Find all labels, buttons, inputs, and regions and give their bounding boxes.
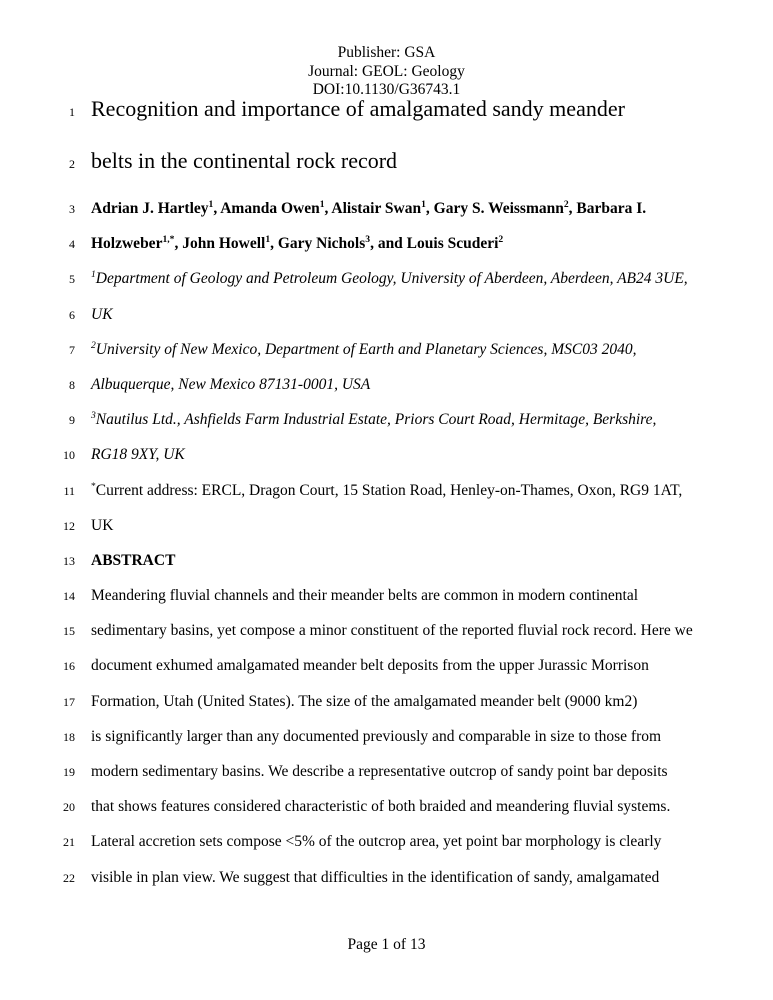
text-segment: , Barbara I.: [568, 200, 647, 217]
line-number: 17: [63, 694, 75, 709]
text-segment: Adrian J. Hartley: [91, 200, 209, 217]
text-segment: Recognition and importance of amalgamated sandy meander: [91, 96, 625, 121]
line-text: [91, 763, 668, 781]
text-segment: University of New Mexico, Department of Earth and Planetary Sciences, MSC03 2040,: [95, 340, 637, 358]
line-text: [91, 341, 636, 359]
header-journal: Journal: GEOL: Geology: [308, 62, 465, 80]
text-segment: , Gary S. Weissmann: [425, 200, 564, 217]
line-text: [91, 517, 113, 535]
manuscript-line-7: [40, 341, 740, 376]
line-text: [91, 798, 670, 816]
manuscript-line-14: [40, 587, 740, 622]
page-header: [0, 44, 773, 100]
text-segment: Albuquerque, New Mexico 87131-0001, USA: [91, 375, 371, 393]
line-text: [91, 657, 649, 675]
line-text: [91, 148, 397, 174]
line-text: [91, 200, 646, 218]
text-segment: RG18 9XY, UK: [91, 446, 185, 464]
text-segment: , John Howell: [174, 235, 266, 253]
text-segment: Department of Geology and Petroleum Geology, University of Aberdeen, Aberdeen, AB24 3UE,: [95, 270, 688, 288]
text-segment: ABSTRACT: [91, 551, 176, 569]
text-segment: Nautilus Ltd., Ashfields Farm Industrial Estate, Priors Court Road, Hermitage, Berkshire,: [95, 411, 657, 429]
line-text: [91, 270, 688, 288]
text-segment: Holzweber: [91, 235, 163, 253]
superscript: 2: [91, 339, 96, 351]
line-number: 22: [63, 870, 75, 885]
line-text: [91, 96, 625, 122]
line-text: [91, 728, 661, 746]
text-segment: , Alistair Swan: [324, 200, 422, 217]
line-number: 15: [63, 624, 75, 639]
manuscript-line-17: [40, 693, 740, 728]
text-segment: that shows features considered characteristic of both braided and meandering fluvial systems.: [91, 798, 671, 816]
line-text: [91, 482, 682, 500]
superscript: 2: [498, 234, 504, 246]
text-segment: Lateral accretion sets compose <5% of the outcrop area, yet point bar morphology is clearly: [91, 833, 662, 851]
page-footer: [0, 936, 773, 954]
line-number: 3: [69, 202, 75, 216]
text-segment: Formation, Utah (United States). The size of the amalgamated meander belt (9000 km2): [91, 692, 638, 710]
line-text: [91, 235, 503, 253]
line-number: 12: [63, 518, 75, 533]
line-text: [91, 446, 185, 464]
line-number: 19: [63, 765, 75, 779]
manuscript-body: [40, 96, 740, 904]
text-segment: belts in the continental rock record: [91, 148, 398, 173]
manuscript-line-8: [40, 376, 740, 411]
manuscript-line-19: [40, 763, 740, 798]
manuscript-line-10: [40, 446, 740, 481]
line-number: 21: [63, 835, 75, 850]
superscript: 1: [208, 198, 214, 210]
text-segment: , Gary Nichols: [270, 235, 366, 253]
line-text: [91, 552, 175, 570]
manuscript-line-9: [40, 411, 740, 446]
line-number: 8: [69, 377, 75, 392]
line-text: [91, 833, 661, 851]
line-number: 4: [69, 237, 75, 252]
text-segment: is significantly larger than any documented previously and comparable in size to those from: [91, 727, 662, 745]
text-segment: visible in plan view. We suggest that difficulties in the identification of sandy, amalgamated: [91, 868, 660, 886]
superscript: 1: [319, 198, 325, 210]
line-text: [91, 376, 370, 394]
line-number: 16: [63, 659, 75, 674]
manuscript-line-2: [40, 148, 740, 200]
manuscript-line-20: [40, 798, 740, 833]
text-segment: Current address: ERCL, Dragon Court, 15 Station Road, Henley-on-Thames, Oxon, RG9 1AT,: [95, 481, 683, 499]
line-number: 5: [69, 272, 75, 287]
line-number: 9: [69, 413, 75, 428]
line-number: 10: [63, 448, 75, 463]
line-number: 11: [63, 483, 75, 498]
superscript: 2: [563, 198, 569, 210]
manuscript-line-5: [40, 270, 740, 305]
text-segment: modern sedimentary basins. We describe a representative outcrop of sandy point bar deposits: [91, 763, 668, 780]
superscript: *: [91, 480, 96, 492]
superscript: 1,*: [162, 234, 175, 246]
line-number: 20: [63, 800, 75, 815]
line-text: [91, 622, 693, 640]
text-segment: sedimentary basins, yet compose a minor constituent of the reported fluvial rock record. Here we: [91, 622, 693, 640]
line-number: 1: [69, 105, 75, 119]
line-text: [91, 693, 637, 711]
text-segment: UK: [91, 305, 113, 323]
line-number: 6: [69, 307, 75, 322]
header-publisher: Publisher: GSA: [337, 44, 436, 61]
superscript: 1: [91, 269, 96, 281]
superscript: 3: [365, 234, 371, 246]
page-number-label: Page 1 of 13: [347, 936, 426, 953]
text-segment: document exhumed amalgamated meander belt deposits from the upper Jurassic Morrison: [91, 657, 649, 675]
manuscript-line-22: [40, 869, 740, 904]
line-number: 7: [69, 342, 75, 357]
manuscript-line-16: [40, 657, 740, 692]
text-segment: , and Louis Scuderi: [370, 235, 499, 253]
header-doi: DOI:10.1130/G36743.1: [312, 81, 461, 98]
line-number: 14: [63, 589, 75, 604]
superscript: 3: [91, 409, 96, 421]
line-number: 18: [63, 729, 75, 744]
superscript: 1: [265, 234, 271, 246]
line-number: 13: [63, 553, 75, 568]
manuscript-line-3: [40, 200, 740, 235]
manuscript-line-13: [40, 552, 740, 587]
manuscript-line-18: [40, 728, 740, 763]
line-text: [91, 306, 113, 324]
manuscript-line-11: [40, 482, 740, 517]
text-segment: , Amanda Owen: [213, 200, 320, 217]
manuscript-line-12: [40, 517, 740, 552]
superscript: 1: [421, 198, 426, 210]
text-segment: Meandering fluvial channels and their meander belts are common in modern continental: [91, 587, 639, 605]
line-number: 2: [69, 157, 75, 171]
manuscript-line-21: [40, 833, 740, 868]
line-text: [91, 869, 659, 887]
line-text: [91, 587, 638, 605]
manuscript-line-4: [40, 235, 740, 270]
text-segment: UK: [91, 516, 114, 534]
manuscript-line-15: [40, 622, 740, 657]
line-text: [91, 411, 656, 429]
manuscript-line-1: [40, 96, 740, 148]
manuscript-line-6: [40, 306, 740, 341]
